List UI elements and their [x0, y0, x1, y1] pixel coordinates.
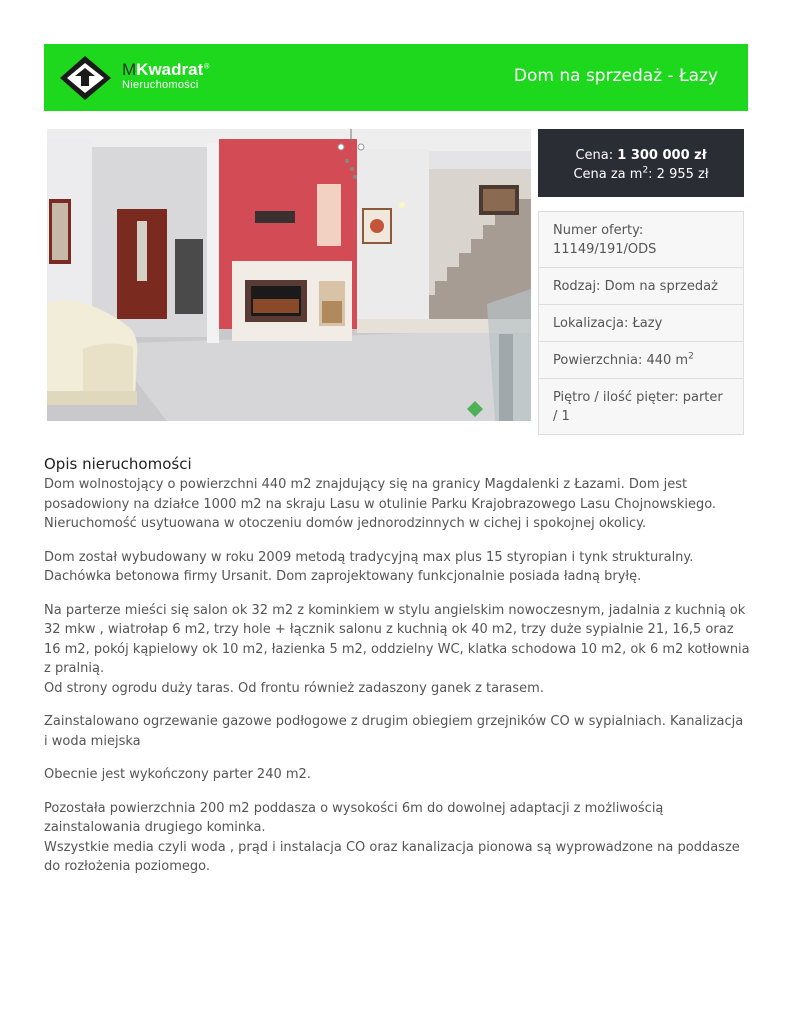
- price-value: 1 300 000 zł: [617, 148, 707, 163]
- logo-mark-icon: [58, 54, 113, 102]
- logo-subtitle: Nieruchomości: [122, 79, 199, 91]
- price-box: [538, 129, 744, 197]
- details-list: [538, 211, 744, 435]
- logo-text: [122, 60, 210, 91]
- header-bar: [44, 44, 748, 111]
- detail-offer-number: Numer oferty: 11149/191/ODS: [539, 212, 743, 268]
- description-heading: Opis nieruchomości: [44, 455, 192, 473]
- detail-floor: Piętro / ilość pięter: parter / 1: [553, 390, 723, 424]
- detail-location: Lokalizacja: Łazy: [539, 305, 743, 342]
- description-line: Pozostała powierzchnia 200 m2 poddasza o wysokości 6m do dowolnej adaptacji z możliwością zainstalowania drugiego kominka.: [44, 800, 664, 835]
- description-paragraph: [44, 601, 750, 699]
- price-per-m2-sup: 2: [642, 165, 649, 176]
- page-title: Dom na sprzedaż - Łazy: [513, 66, 718, 86]
- interior-photo-illustration: [47, 129, 531, 421]
- price-per-m2-label: Cena za m: [573, 167, 643, 182]
- logo-name: Kwadrat: [136, 60, 204, 79]
- description-line: Wszystkie media czyli woda , prąd i instalacja CO oraz kanalizacja pionowa są wyprowadzone na poddasze do rozłożenia poziomego.: [44, 839, 740, 874]
- price-per-m2-value: : 2 955 zł: [648, 167, 709, 182]
- description-paragraph: [44, 799, 750, 877]
- description-section: [44, 455, 750, 891]
- detail-type: Rodzaj: Dom na sprzedaż: [539, 268, 743, 305]
- description-paragraph: Dom został wybudowany w roku 2009 metodą tradycyjną max plus 15 styropian i tynk strukturalny. Dachówka betonowa firmy Ursanit. Dom zaprojektowany funkcjonalnie posiada ładną bryłę.: [44, 549, 694, 584]
- detail-area-label: Powierzchnia: 440 m: [553, 353, 689, 368]
- price-per-m2-line: [538, 165, 744, 184]
- description-line: Od strony ogrodu duży taras. Od frontu również zadaszony ganek z tarasem.: [44, 680, 544, 696]
- detail-area-sup: 2: [688, 351, 694, 362]
- company-logo[interactable]: [58, 54, 228, 102]
- logo-m: M: [122, 60, 137, 79]
- description-paragraph: Zainstalowano ogrzewanie gazowe podłogowe z drugim obiegiem grzejników CO w sypialniach. Kanalizacja i woda miejska: [44, 714, 744, 749]
- description-line: Na parterze mieści się salon ok 32 m2 z kominkiem w stylu angielskim nowoczesnym, jadalnia z kuchnią ok 32 mkw , wiatrołap 6 m2, trzy hole + łącznik salonu z kuchnią ok 40 m2, trzy duże sypialnie 21, 16,5 oraz 16 m2, pokój kąpielowy ok 10 m2, łazienka 5 m2, oddzielny WC, klatka schodowa 10 m2, ok 6 m2 kotłownia z pralnią.: [44, 602, 750, 676]
- logo-registered: ®: [203, 62, 211, 71]
- detail-area: [539, 342, 743, 379]
- description-paragraph: Dom wolnostojący o powierzchni 440 m2 znajdujący się na granicy Magdalenki z Łazami. Dom jest posadowiony na działce 1000 m2 na skraju Lasu w otulinie Parku Krajobrazowego Lasu Chojnowskiego. Nieruchomość usytuowana w otoczeniu domów jednorodzinnych w cichej i spokojnej okolicy.: [44, 477, 717, 531]
- price-line: [538, 146, 744, 165]
- description-paragraph: Obecnie jest wykończony parter 240 m2.: [44, 767, 311, 782]
- price-label: Cena:: [575, 148, 618, 163]
- property-photo: [47, 129, 531, 421]
